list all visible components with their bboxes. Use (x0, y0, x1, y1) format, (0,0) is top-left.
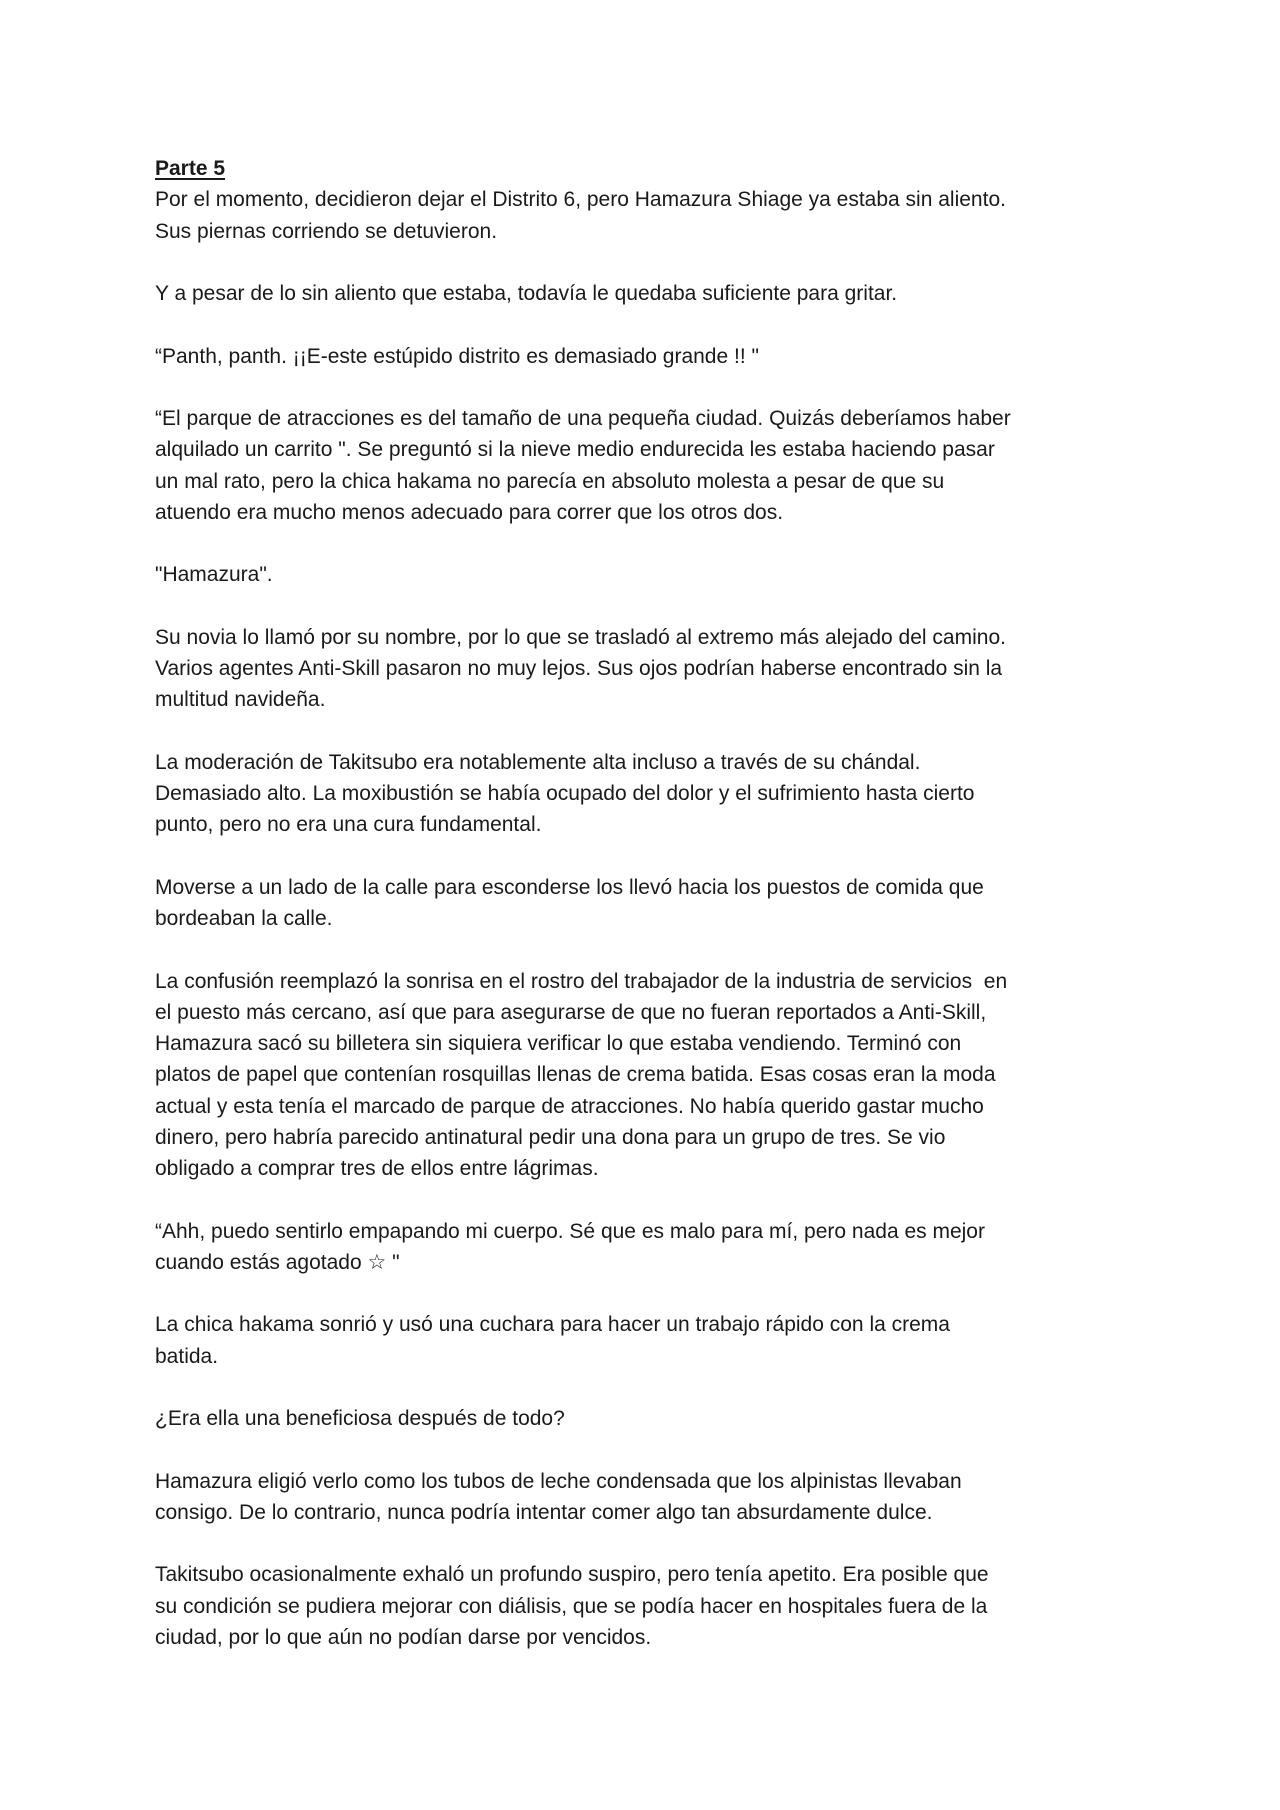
text-line: “Panth, panth. ¡¡E-este estúpido distrito es demasiado grande !! " (155, 344, 759, 368)
text-line: Hamazura eligió verlo como los tubos de leche condensada que los alpinistas llevaban (155, 1469, 962, 1493)
paragraph (155, 559, 1155, 590)
text-line: "Hamazura". (155, 563, 273, 587)
text-line: un mal rato, pero la chica hakama no parecía en absoluto molesta a pesar de que su (155, 469, 945, 493)
text-line: Por el momento, decidieron dejar el Distrito 6, pero Hamazura Shiage ya estaba sin aliento. (155, 188, 1006, 212)
text-line: “El parque de atracciones es del tamaño de una pequeña ciudad. Quizás deberíamos haber (155, 407, 1011, 430)
text-line: La confusión reemplazó la sonrisa en el rostro del trabajador de la industria de servicios en (155, 969, 1008, 993)
text-line: bordeaban la calle. (155, 907, 333, 930)
section-title: Parte 5 (155, 157, 226, 180)
paragraph (155, 966, 1155, 1185)
paragraph (155, 1559, 1155, 1653)
text-line: su condición se pudiera mejorar con diálisis, que se podía hacer en hospitales fuera de la (155, 1594, 988, 1618)
paragraph (155, 1466, 1155, 1529)
text-line: Demasiado alto. La moxibustión se había ocupado del dolor y el sufrimiento hasta cierto (155, 782, 975, 805)
text-line: Su novia lo llamó por su nombre, por lo que se trasladó al extremo más alejado del camino. (155, 625, 1006, 649)
text-line: multitud navideña. (155, 688, 326, 712)
text-line: el puesto más cercano, así que para asegurarse de que no fueran reportados a Anti-Skill, (155, 1000, 987, 1024)
text-line: Takitsubo ocasionalmente exhaló un profundo suspiro, pero tenía apetito. Era posible que (155, 1563, 989, 1587)
paragraph (155, 1216, 1155, 1279)
paragraph (155, 747, 1155, 841)
text-line: Sus piernas corriendo se detuvieron. (155, 219, 498, 243)
text-line: alquilado un carrito ". Se preguntó si la nieve medio endurecida les estaba haciendo pasar (155, 438, 995, 462)
text-line: ciudad, por lo que aún no podían darse por vencidos. (155, 1625, 652, 1649)
text-line: Y a pesar de lo sin aliento que estaba, todavía le quedaba suficiente para gritar. (155, 282, 898, 305)
paragraph (155, 403, 1155, 528)
document-body (155, 153, 1155, 1653)
text-line: punto, pero no era una cura fundamental. (155, 813, 542, 837)
paragraph (155, 1403, 1155, 1434)
paragraph (155, 278, 1155, 309)
paragraph (155, 341, 1155, 372)
text-line: atuendo era mucho menos adecuado para correr que los otros dos. (155, 500, 784, 524)
text-line: obligado a comprar tres de ellos entre lágrimas. (155, 1157, 599, 1180)
text-line: Moverse a un lado de la calle para esconderse los llevó hacia los puestos de comida que (155, 875, 984, 899)
text-line: Hamazura sacó su billetera sin siquiera verificar lo que estaba vendiendo. Terminó con (155, 1032, 962, 1055)
text-line: ¿Era ella una beneficiosa después de todo? (155, 1407, 565, 1430)
text-line: platos de papel que contenían rosquillas llenas de crema batida. Esas cosas eran la moda (155, 1063, 996, 1087)
paragraph (155, 184, 1155, 247)
paragraph (155, 622, 1155, 716)
text-line: La chica hakama sonrió y usó una cuchara para hacer un trabajo rápido con la crema (155, 1313, 950, 1337)
text-line: actual y esta tenía el marcado de parque de atracciones. No había querido gastar mucho (155, 1094, 984, 1118)
text-line: La moderación de Takitsubo era notablemente alta incluso a través de su chándal. (155, 750, 921, 774)
paragraph (155, 1309, 1155, 1372)
text-line: dinero, pero habría parecido antinatural pedir una dona para un grupo de tres. Se vio (155, 1125, 946, 1149)
text-line: Varios agentes Anti-Skill pasaron no muy lejos. Sus ojos podrían haberse encontrado sin la (155, 657, 1003, 680)
text-line: “Ahh, puedo sentirlo empapando mi cuerpo. Sé que es malo para mí, pero nada es mejor (155, 1219, 985, 1243)
paragraph (155, 872, 1155, 935)
text-line: consigo. De lo contrario, nunca podría intentar comer algo tan absurdamente dulce. (155, 1500, 933, 1524)
text-line: batida. (155, 1344, 219, 1368)
text-line: cuando estás agotado ☆ " (155, 1250, 400, 1274)
